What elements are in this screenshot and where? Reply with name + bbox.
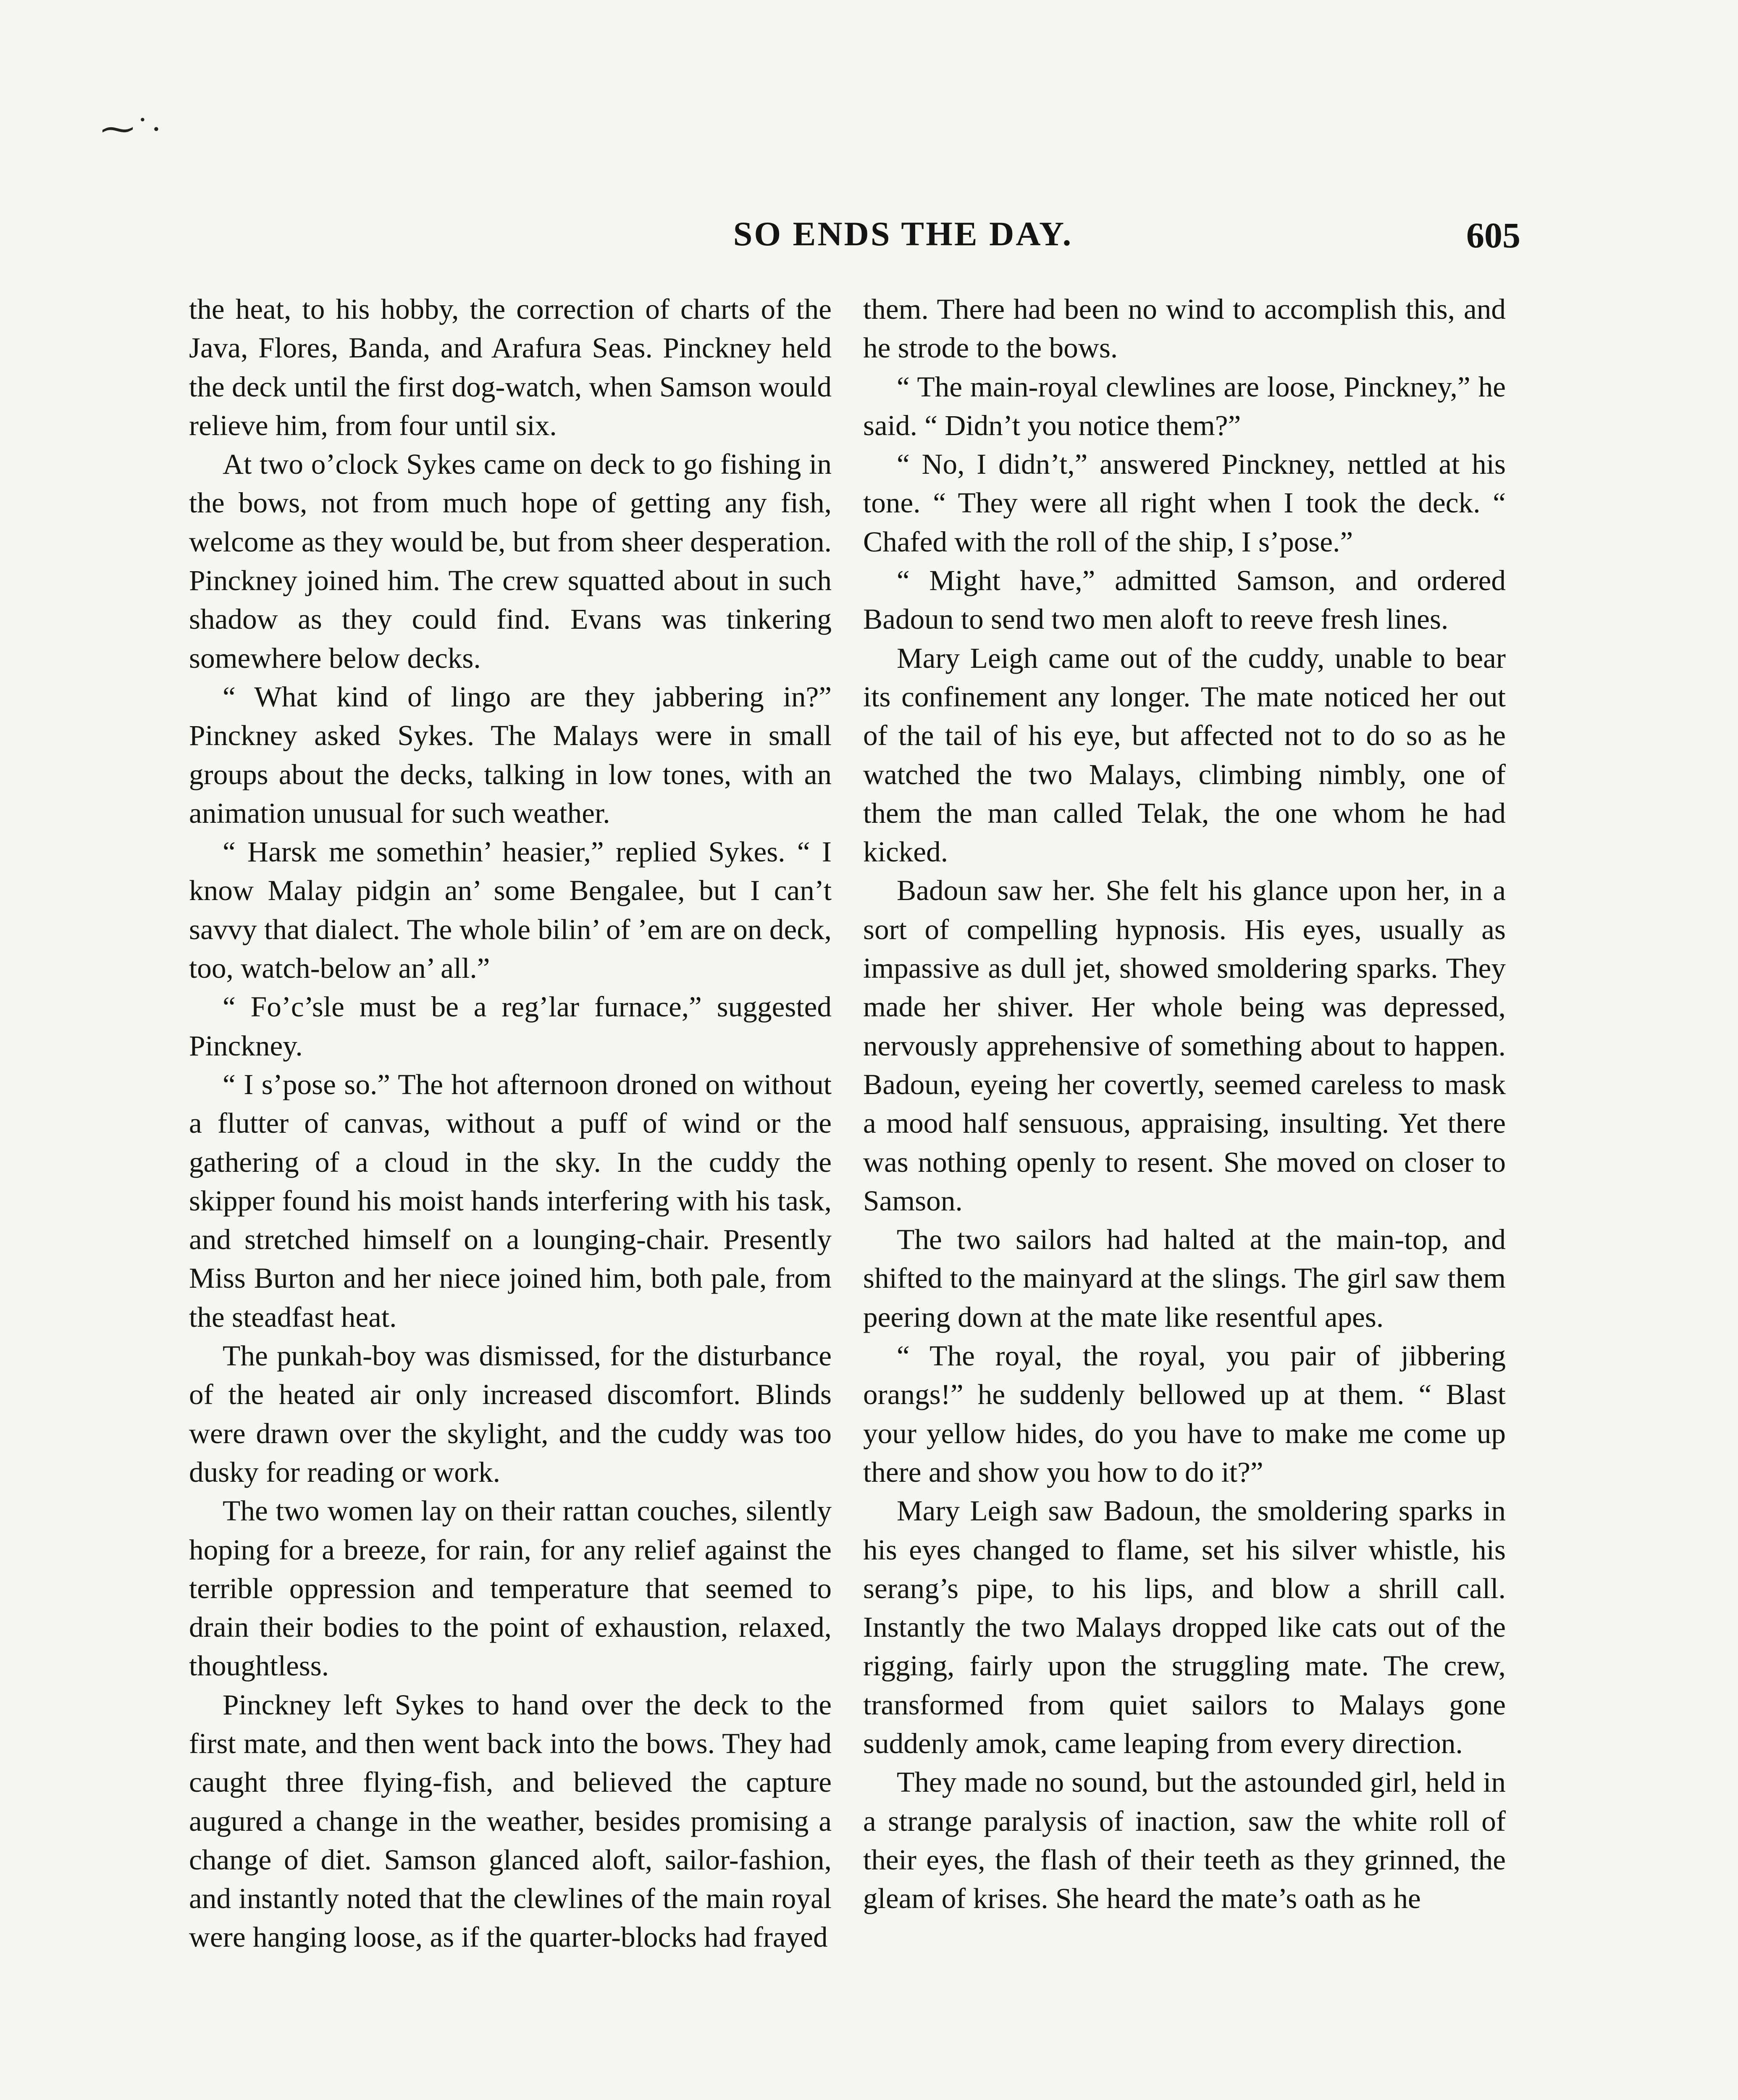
paragraph: Mary Leigh saw Badoun, the smoldering sparks in his eyes changed to flame, set his silver whistle, his serang’s pipe, to his lips, and blow a shrill call. Instantly the two Malays dropped like cats out of the rigging, fairly upon the struggling mate. The crew, transformed from quiet sailors to Malays gone suddenly amok, came leaping from every direction.	[863, 1494, 1506, 1759]
paragraph: At two o’clock Sykes came on deck to go fishing in the bows, not from much hope of getting any fish, welcome as they would be, but from sheer desperation. Pinckney joined him. The crew squatted about in such shadow as they could find. Evans was tinkering somewhere below decks.	[189, 448, 832, 674]
paragraph: “ Harsk me somethin’ heasier,” replied Sykes. “ I know Malay pidgin an’ some Bengalee, but I can’t savvy that dialect. The whole bilin’ of ’em are on deck, too, watch-below an’ all.”	[189, 835, 832, 984]
paragraph: Badoun saw her. She felt his glance upon her, in a sort of compelling hypnosis. His eyes, usually as impassive as dull jet, showed smoldering sparks. They made her shiver. Her whole being was depressed, nervously apprehensive of something about to happen. Badoun, eyeing her covertly, seemed careless to mask a mood half sensuous, appraising, insulting. Yet there was nothing openly to resent. She moved on closer to Samson.	[863, 874, 1506, 1217]
paragraph: The punkah-boy was dismissed, for the disturbance of the heated air only increased discomfort. Blinds were drawn over the skylight, and the cuddy was too dusky for reading or work.	[189, 1339, 832, 1488]
paragraph: Pinckney left Sykes to hand over the deck to the first mate, and then went back into the bows. They had caught three flying-fish, and believed the capture augured a change in the weather, besides promising a change of diet. Samson glanced aloft, sailor-fashion, and instantly noted that the clewlines of the main royal were hanging loose, as if the quarter-blocks had frayed	[189, 1688, 832, 1953]
page-number: 605	[1466, 215, 1520, 255]
paragraph: They made no sound, but the astounded girl, held in a strange paralysis of inaction, saw the white roll of their eyes, the flash of their teeth as they grinned, the gleam of krises. She heard the mate’s oath as he	[863, 1766, 1506, 1915]
page-header	[294, 214, 1520, 265]
paragraph: the heat, to his hobby, the correction of charts of the Java, Flores, Banda, and Arafura Seas. Pinckney held the deck until the first dog-watch, when Samson would relieve him, from four until six.	[189, 293, 832, 441]
paragraph: “ No, I didn’t,” answered Pinckney, nettled at his tone. “ They were all right when I took the deck. “ Chafed with the roll of the ship, I s’pose.”	[863, 448, 1506, 558]
paragraph: “ Fo’c’sle must be a reg’lar furnace,” suggested Pinckney.	[189, 990, 832, 1062]
paragraph: The two sailors had halted at the main-top, and shifted to the mainyard at the slings. The girl saw them peering down at the mate like resentful apes.	[863, 1223, 1506, 1333]
paragraph: Mary Leigh came out of the cuddy, unable to bear its confinement any longer. The mate noticed her out of the tail of his eye, but affected not to do so as he watched the two Malays, climbing nimbly, one of them the man called Telak, the one whom he had kicked.	[863, 641, 1506, 868]
paragraph: “ I s’pose so.” The hot afternoon droned on without a flutter of canvas, without a puff of wind or the gathering of a cloud in the sky. In the cuddy the skipper found his moist hands interfering with his task, and stretched himself on a lounging-chair. Presently Miss Burton and her niece joined him, both pale, from the steadfast heat.	[189, 1068, 832, 1333]
paragraph: “ The royal, the royal, you pair of jibbering orangs!” he suddenly bellowed up at them. “ Blast your yellow hides, do you have to make me come up there and show you how to do it?”	[863, 1339, 1506, 1488]
print-specks: ⁓˙·	[101, 111, 165, 148]
paragraph: “ The main-royal clewlines are loose, Pinckney,” he said. “ Didn’t you notice them?”	[863, 370, 1506, 441]
right-column	[863, 290, 1506, 1918]
paragraph: “ Might have,” admitted Samson, and ordered Badoun to send two men aloft to reeve fresh lines.	[863, 564, 1506, 635]
paragraph: “ What kind of lingo are they jabbering in?” Pinckney asked Sykes. The Malays were in small groups about the decks, talking in low tones, with an animation unusual for such weather.	[189, 680, 832, 829]
paragraph: them. There had been no wind to accomplish this, and he strode to the bows.	[863, 293, 1506, 364]
paragraph: The two women lay on their rattan couches, silently hoping for a breeze, for rain, for any relief against the terrible oppression and temperature that seemed to drain their bodies to the point of exhaustion, relaxed, thoughtless.	[189, 1494, 832, 1682]
running-title: SO ENDS THE DAY.	[733, 215, 1073, 253]
left-column	[189, 290, 832, 1957]
